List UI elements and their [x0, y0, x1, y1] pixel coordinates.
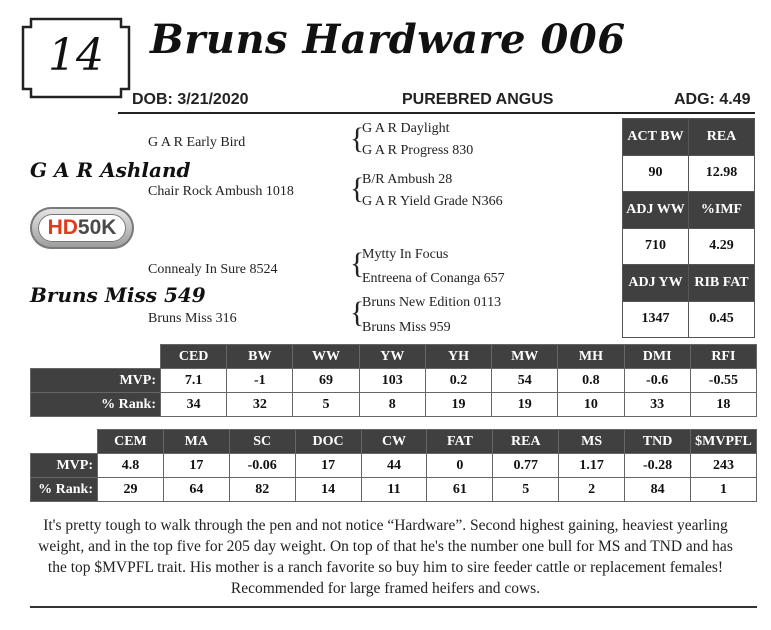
epd-value: -0.6 [624, 369, 690, 393]
epd-header: DMI [624, 345, 690, 369]
epd-value: 17 [163, 454, 229, 478]
epd-rank: 11 [361, 478, 427, 502]
row-label: % Rank: [31, 393, 161, 417]
epd-header: YW [359, 345, 425, 369]
epd-value: -1 [227, 369, 293, 393]
sire-dam-sire: B/R Ambush 28 [362, 172, 453, 187]
sire-dam: Chair Rock Ambush 1018 [148, 184, 294, 199]
epd-header: MH [558, 345, 624, 369]
epd-rank: 34 [161, 393, 227, 417]
brace-icon: { [350, 296, 365, 329]
breed: PUREBRED ANGUS [402, 91, 554, 108]
epd-rank: 19 [492, 393, 558, 417]
epd-header: FAT [427, 430, 493, 454]
epd-value: 0.8 [558, 369, 624, 393]
epd-header: SC [229, 430, 295, 454]
epd-rank: 33 [624, 393, 690, 417]
sire-dam-dam: G A R Yield Grade N366 [362, 194, 503, 209]
sire-sire-sire: G A R Daylight [362, 121, 450, 136]
dam-sire-sire: Mytty In Focus [362, 247, 449, 262]
epd-header: CEM [98, 430, 164, 454]
hd50k-badge: HD50K [30, 207, 134, 249]
epd-value: 243 [691, 454, 757, 478]
performance-stats-table [622, 118, 755, 338]
dam-sire-dam: Entreena of Conanga 657 [362, 271, 505, 286]
epd-header: CED [161, 345, 227, 369]
epd-value: 0.2 [425, 369, 491, 393]
epd-rank: 2 [559, 478, 625, 502]
epd-header: DOC [295, 430, 361, 454]
adg: ADG: 4.49 [674, 91, 751, 108]
brace-icon: { [350, 122, 365, 155]
epd-rank: 1 [691, 478, 757, 502]
epd-header: RFI [690, 345, 756, 369]
animal-title: Bruns Hardware 006 [150, 16, 626, 63]
row-label: MVP: [31, 369, 161, 393]
epd-value: 4.8 [98, 454, 164, 478]
epd-value: -0.28 [625, 454, 691, 478]
epd-value: 54 [492, 369, 558, 393]
dam-name: Bruns Miss 549 [30, 283, 206, 307]
epd-value: 0 [427, 454, 493, 478]
epd-header: $MVPFL [691, 430, 757, 454]
epd-header: TND [625, 430, 691, 454]
stat-value: 90 [623, 155, 689, 192]
row-label: % Rank: [31, 478, 98, 502]
epd-rank: 61 [427, 478, 493, 502]
brace-icon: { [350, 247, 365, 280]
stat-value: 4.29 [689, 228, 755, 265]
epd-rank: 5 [493, 478, 559, 502]
stat-header: ADJ WW [623, 192, 689, 229]
header-rule [118, 112, 755, 114]
dam-dam: Bruns Miss 316 [148, 311, 237, 326]
sire-sire: G A R Early Bird [148, 135, 246, 150]
epd-value: -0.55 [690, 369, 756, 393]
footer-rule [30, 606, 757, 608]
epd-value: 44 [361, 454, 427, 478]
epd-rank: 64 [163, 478, 229, 502]
epd-rank: 32 [227, 393, 293, 417]
epd-value: -0.06 [229, 454, 295, 478]
epd-rank: 10 [558, 393, 624, 417]
epd-rank: 84 [625, 478, 691, 502]
dob: DOB: 3/21/2020 [132, 91, 249, 108]
dam-dam-dam: Bruns Miss 959 [362, 320, 451, 335]
stat-header: ACT BW [623, 119, 689, 156]
epd-value: 69 [293, 369, 359, 393]
epd-rank: 14 [295, 478, 361, 502]
epd-header: CW [361, 430, 427, 454]
epd-header: MW [492, 345, 558, 369]
stat-header: RIB FAT [689, 265, 755, 302]
epd-header: BW [227, 345, 293, 369]
lot-number: 14 [48, 30, 104, 81]
stat-value: 12.98 [689, 155, 755, 192]
epd-rank: 5 [293, 393, 359, 417]
epd-rank: 19 [425, 393, 491, 417]
sire-sire-dam: G A R Progress 830 [362, 143, 474, 158]
description: It's pretty tough to walk through the pen and not notice “Hardware”. Second highest gaining, heaviest yearling weight, and in the top five for 205 day weight. On top of that he's the number one bull for MS and TND and has the top $MVPFL trait. His mother is a ranch favorite so buy him to sire feeder cattle or replacement females! Recommended for large framed heifers and cows. [38, 517, 733, 597]
row-label: MVP: [31, 454, 98, 478]
epd-table-top [30, 344, 757, 417]
stat-header: ADJ YW [623, 265, 689, 302]
epd-header: YH [425, 345, 491, 369]
epd-header: MS [559, 430, 625, 454]
epd-table-bottom [30, 429, 757, 502]
epd-value: 17 [295, 454, 361, 478]
sire-name: G A R Ashland [30, 158, 191, 182]
stat-value: 1347 [623, 301, 689, 338]
stat-value: 710 [623, 228, 689, 265]
epd-value: 1.17 [559, 454, 625, 478]
brace-icon: { [350, 172, 365, 205]
stat-header: REA [689, 119, 755, 156]
epd-value: 0.77 [493, 454, 559, 478]
epd-header: WW [293, 345, 359, 369]
stat-header: %IMF [689, 192, 755, 229]
stat-value: 0.45 [689, 301, 755, 338]
dam-dam-sire: Bruns New Edition 0113 [362, 295, 502, 310]
epd-rank: 18 [690, 393, 756, 417]
epd-header: REA [493, 430, 559, 454]
epd-value: 7.1 [161, 369, 227, 393]
dam-sire: Connealy In Sure 8524 [148, 262, 278, 277]
epd-value: 103 [359, 369, 425, 393]
epd-rank: 8 [359, 393, 425, 417]
epd-rank: 29 [98, 478, 164, 502]
epd-header: MA [163, 430, 229, 454]
epd-rank: 82 [229, 478, 295, 502]
